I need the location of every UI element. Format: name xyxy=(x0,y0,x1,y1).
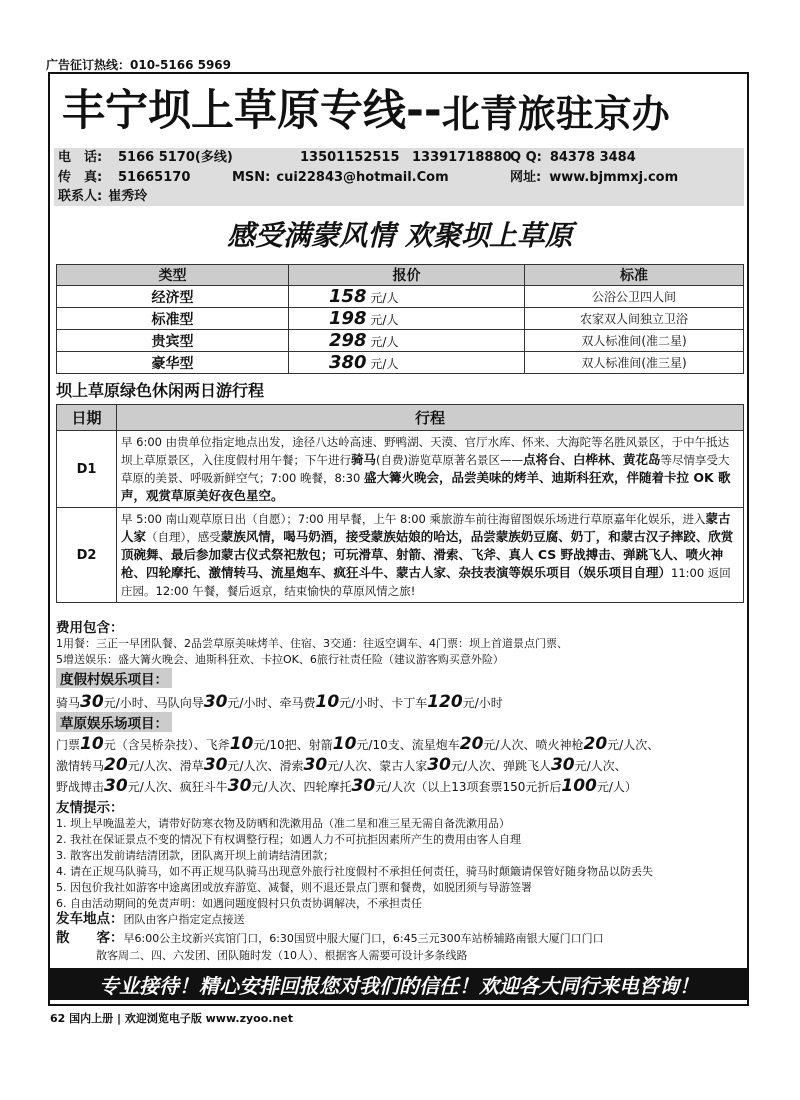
contact-person: 崔秀玲 xyxy=(108,189,148,204)
day-plan: 早 5:00 南山观草原日出（自愿）；7:00 用早餐，上午 8:00 乘旅游车前往海留图娱乐场进行草原嘉年化娱乐，进入蒙古人家（自理），感受蒙族风情，喝马奶酒，接受蒙族姑娘的哈达，品尝蒙族奶豆腐、奶丁，和蒙古汉子摔跤、欣赏顶碗舞、最后参加蒙古仪式祭祀敖包；可玩滑草、射箭、滑索、飞斧、真人 CS 野战搏击、弹跳飞人、喷火神枪、四轮摩托、激情转马、流星炮车、疯狂斗牛、蒙古人家、杂技表演等娱乐项目（娱乐项目自理）11:00 返回庄园。12:00 午餐，餐后返京，结束愉快的草原风情之旅! xyxy=(117,508,744,603)
grassland-section xyxy=(56,712,746,797)
departure-group: 团队由客户指定定点接送 xyxy=(123,913,245,926)
scatter-schedule: 散客周二、四、六发团、团队随时发（10人）、根据客人需要可设计多条线路 xyxy=(96,949,468,962)
fees-line: 5增送娱乐：盛大篝火晚会、迪斯科狂欢、卡拉OK、6旅行社责任险（建议游客购买意外险） xyxy=(56,653,504,666)
tip-item: 5. 因包价我社如游客中途离团或放弃游览、减餐，则不退还景点门票和餐费，如脱团须与导游签署 xyxy=(56,881,532,894)
qq-number[interactable]: 84378 3484 xyxy=(549,150,636,165)
mobile1[interactable]: 13501152515 xyxy=(300,150,400,165)
tips-heading: 友情提示： xyxy=(56,800,124,816)
fax-label: 传 真: xyxy=(58,170,103,185)
phone-label: 电 话: xyxy=(58,150,103,165)
itinerary-table xyxy=(56,404,744,603)
day-plan: 早 6:00 由贵单位指定地点出发，途径八达岭高速、野鸭湖、天漠、官厅水库、怀来、大海陀等名胜风景区，于中午抵达坝上草原景区，入住度假村用午餐；下午进行骑马(自费)游览草原著名景区——点将台、白桦林、黄花岛等尽情享受大草原的美景、呼吸新鲜空气；7:00 晚餐，8:30 盛大篝火晚会，品尝美味的烤羊、迪斯科狂欢，伴随着卡拉 OK 歌声，观赏草原美好夜色星空。 xyxy=(117,431,744,508)
title-main: 丰宁坝上草原专线-- xyxy=(62,86,442,136)
price-type: 豪华型 xyxy=(57,352,289,374)
tip-item: 1. 坝上早晚温差大，请带好防寒衣物及防晒和洗漱用品（准二星和准三星无需自备洗漱用品） xyxy=(56,817,510,830)
price-value: 198 xyxy=(329,308,367,329)
price-row xyxy=(57,286,744,308)
price-row xyxy=(57,308,744,330)
price-unit: 元/人 xyxy=(370,357,399,371)
website-link[interactable]: www.bjmmxj.com xyxy=(549,170,679,185)
msn-label: MSN: xyxy=(232,170,271,185)
mobile2[interactable]: 13391718880 xyxy=(412,150,512,165)
col-type: 类型 xyxy=(57,265,289,286)
grassland-heading: 草原娱乐场项目： xyxy=(56,712,172,732)
tip-item: 2. 我社在保证景点不变的情况下有权调整行程；如遇人力不可抗拒因素所产生的费用由客人自理 xyxy=(56,833,521,846)
price-value: 298 xyxy=(329,330,367,351)
tip-item: 6. 自由活动期间的免责声明：如遇问题度假村只负责协调解决，不承担责任 xyxy=(56,897,422,910)
price-value: 380 xyxy=(329,352,367,373)
price-type: 经济型 xyxy=(57,286,289,308)
itinerary-row-d1 xyxy=(57,431,744,508)
page-footer: 62 国内上册 | 欢迎浏览电子版 www.zyoo.net xyxy=(50,1012,294,1025)
price-unit: 元/人 xyxy=(370,291,399,305)
price-value: 158 xyxy=(329,286,367,307)
price-standard: 双人标准间(准三星) xyxy=(525,352,744,374)
grassland-items: 门票10元（含吴桥杂技）、飞斧10元/10把、射箭10元/10支、流星炮车20元/人次、喷火神枪20元/人次、 激情转马20元/人次、滑草30元/人次、滑索30元/人次、蒙古人家30元/人次、弹跳飞人30元/人次、 野战博击30元/人次、疯狂斗牛30元/人次、四轮摩托30元/人次（以上13项套票150元折后100元/人） xyxy=(56,734,660,796)
contact-panel xyxy=(54,148,744,206)
price-type: 标准型 xyxy=(57,308,289,330)
price-type: 贵宾型 xyxy=(57,330,289,352)
price-standard: 双人标准间(准二星) xyxy=(525,330,744,352)
price-unit: 元/人 xyxy=(370,313,399,327)
price-table xyxy=(56,264,744,374)
tips-section xyxy=(56,796,746,912)
price-standard: 农家双人间独立卫浴 xyxy=(525,308,744,330)
price-table-header xyxy=(57,265,744,286)
fax-number[interactable]: 51665170 xyxy=(118,170,191,185)
price-row xyxy=(57,352,744,374)
col-day: 日期 xyxy=(57,405,117,431)
day-label: D2 xyxy=(57,508,117,603)
price-standard: 公浴公卫四人间 xyxy=(525,286,744,308)
tip-item: 4. 请在正规马队骑马，如不再正规马队骑马出现意外旅行社度假村不承担任何责任，骑马时颠簸请保管好随身物品以防丢失 xyxy=(56,865,653,878)
price-unit: 元/人 xyxy=(370,335,399,349)
phone-number[interactable]: 5166 5170(多线) xyxy=(118,150,233,165)
qq-label: Q Q: xyxy=(510,150,542,165)
fees-line: 1用餐：三正一早团队餐、2品尝草原美味烤羊、住宿、3交通：往返空调车、4门票：坝上首道景点门票、 xyxy=(56,637,568,650)
web-label: 网址: xyxy=(510,170,542,185)
fees-section xyxy=(56,616,746,668)
col-price: 报价 xyxy=(289,265,525,286)
scatter-pickup: 早6:00公主坟新兴宾馆门口，6:30国贸中服大厦门口，6:45三元300车站桥辅路南银大厦门口门口 xyxy=(123,932,604,945)
itinerary-heading: 坝上草原绿色休闲两日游行程 xyxy=(56,381,265,400)
itinerary-row-d2 xyxy=(57,508,744,603)
fees-heading: 费用包含： xyxy=(56,620,124,636)
col-standard: 标准 xyxy=(525,265,744,286)
msn-address[interactable]: cui22843@hotmail.Com xyxy=(276,170,449,185)
price-row xyxy=(57,330,744,352)
departure-section xyxy=(56,910,746,964)
ad-hotline: 广告征订热线：010-5166 5969 xyxy=(46,58,232,72)
person-label: 联系人: xyxy=(58,189,103,204)
page-title xyxy=(62,80,742,138)
day-label: D1 xyxy=(57,431,117,508)
col-plan: 行程 xyxy=(117,405,744,431)
departure-heading: 发车地点： xyxy=(56,911,124,927)
scatter-label: 散 客： xyxy=(56,930,124,946)
resort-items: 骑马30元/小时、马队向导30元/小时、牵马费10元/小时、卡丁车120元/小时 xyxy=(56,692,503,712)
slogan: 感受满蒙风情 欢聚坝上草原 xyxy=(227,219,573,252)
footer-slogan: 专业接待！精心安排回报您对我们的信任！欢迎各大同行来电咨询！ xyxy=(50,968,748,1000)
resort-section xyxy=(56,668,746,712)
tip-item: 3. 散客出发前请结清团款，团队离开坝上前请结清团款； xyxy=(56,849,334,862)
resort-heading: 度假村娱乐项目： xyxy=(56,668,172,688)
title-agency: 北青旅驻京办 xyxy=(441,91,670,136)
